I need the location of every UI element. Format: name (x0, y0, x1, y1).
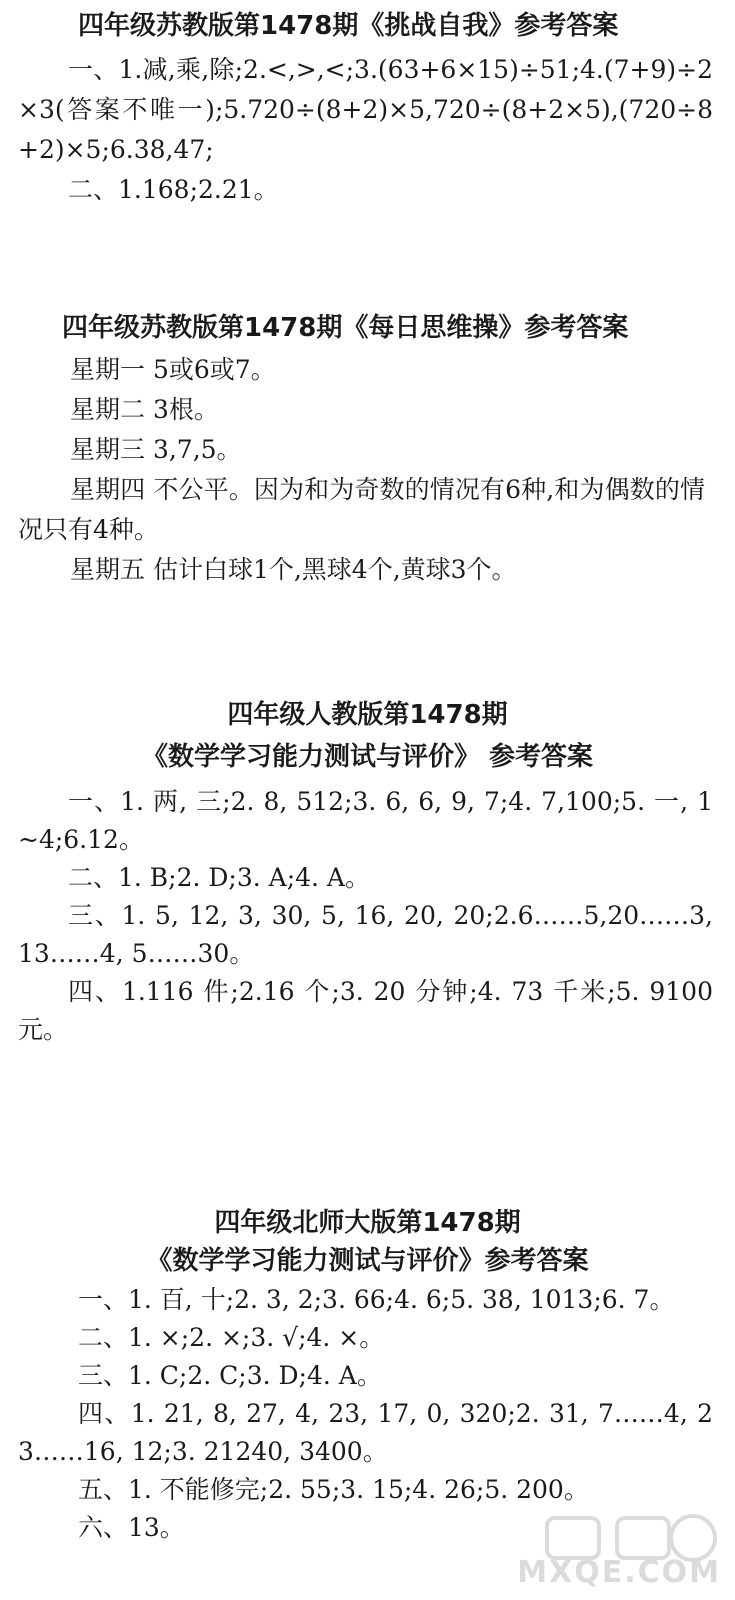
section-beishida-test (0, 1205, 735, 1547)
section-title: 四年级人教版第1478期 (227, 700, 508, 730)
answer-line: 星期三 3,7,5。 (70, 435, 242, 464)
answer-paragraph: 三、1. 5, 12, 3, 30, 5, 16, 20, 20;2.6……5,20……3, 13……4, 5……30。 (18, 901, 713, 968)
answer-paragraph: 星期四 不公平。因为和为奇数的情况有6种,和为偶数的情况只有4种。 (18, 475, 705, 544)
watermark-text: MXQE.COM (517, 1555, 721, 1590)
answer-paragraph: 二、1. B;2. D;3. A;4. A。 (68, 863, 370, 892)
answer-paragraph: 二、1. ×;2. ×;3. √;4. ×。 (78, 1323, 385, 1352)
section-title: 四年级北师大版第1478期 (214, 1208, 521, 1238)
answer-paragraph: 四、1.116 件;2.16 个;3. 20 分钟;4. 73 千米;5. 9100 元。 (18, 977, 713, 1044)
answer-paragraph: 一、1. 百, 十;2. 3, 2;3. 66;4. 6;5. 38, 1013;6. 7。 (78, 1285, 675, 1314)
answer-paragraph: 一、1.减,乘,除;2.<,>,<;3.(63+6×15)÷51;4.(7+9)÷2×3(答案不唯一);5.720÷(8+2)×5,720÷(8+2×5),(720÷8+2)×5;6.38,47; (18, 55, 713, 164)
answer-paragraph: 二、1.168;2.21。 (68, 175, 279, 204)
answer-line: 星期五 估计白球1个,黑球4个,黄球3个。 (70, 555, 517, 584)
answer-paragraph: 一、1. 两, 三;2. 8, 512;3. 6, 6, 9, 7;4. 7,100;5. 一, 1~4;6.12。 (18, 787, 713, 854)
answer-paragraph: 六、13。 (78, 1513, 185, 1542)
section-renjiao-test (0, 697, 735, 1049)
section-title: 四年级苏教版第1478期《每日思维操》参考答案 (62, 313, 629, 343)
answer-paragraph: 四、1. 21, 8, 27, 4, 23, 17, 0, 320;2. 31, 7……4, 23……16, 12;3. 21240, 3400。 (18, 1399, 713, 1466)
answer-line: 星期二 3根。 (70, 395, 219, 424)
section-sujiao-challenge (0, 8, 735, 210)
section-title: 四年级苏教版第1478期《挑战自我》参考答案 (78, 11, 619, 41)
answer-paragraph: 五、1. 不能修完;2. 55;3. 15;4. 26;5. 200。 (78, 1475, 589, 1504)
section-subtitle: 《数学学习能力测试与评价》参考答案 (146, 1246, 589, 1276)
section-subtitle: 《数学学习能力测试与评价》 参考答案 (141, 742, 594, 772)
section-sujiao-daily-thinking (0, 310, 735, 590)
watermark-logo (517, 1510, 727, 1590)
answer-line: 星期一 5或6或7。 (70, 355, 276, 384)
answer-paragraph: 三、1. C;2. C;3. D;4. A。 (78, 1361, 382, 1390)
